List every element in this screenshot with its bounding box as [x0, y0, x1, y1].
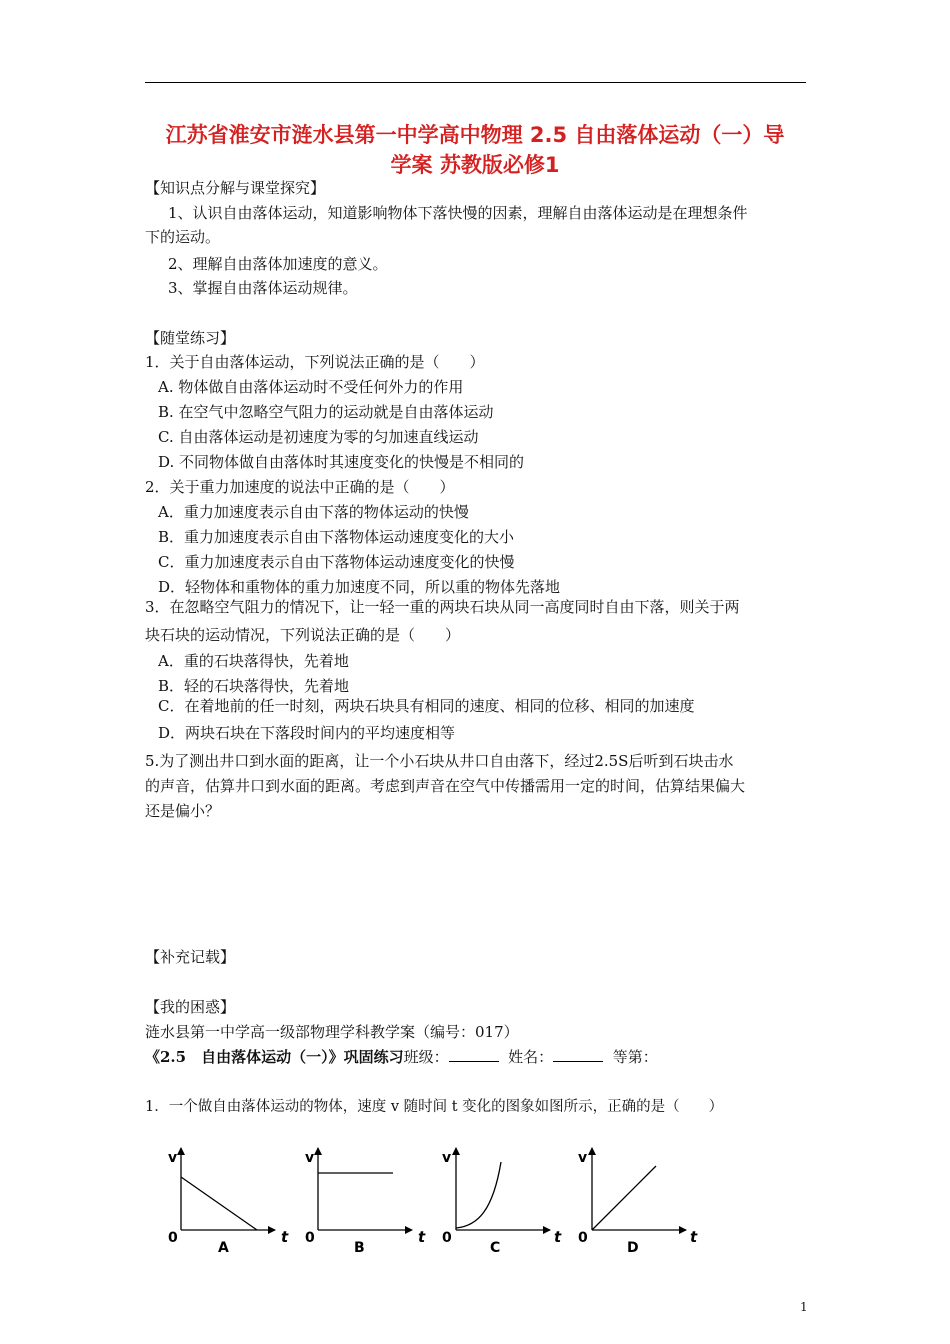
q3-option-d: D．两块石块在下落段时间内的平均速度相等 — [158, 724, 456, 742]
graph-b-v-label: v — [305, 1150, 315, 1166]
graph-d-origin: 0 — [578, 1230, 588, 1246]
grade-label: 等第： — [612, 1048, 658, 1066]
q3-option-a: A．重的石块落得快，先着地 — [158, 652, 349, 670]
q2-option-b: B．重力加速度表示自由下落物体运动速度变化的大小 — [158, 528, 515, 546]
notes-heading: 【补充记载】 — [145, 948, 236, 966]
class-blank — [449, 1047, 499, 1062]
name-blank — [553, 1047, 603, 1062]
q1-option-b: B. 在空气中忽略空气阻力的运动就是自由落体运动 — [158, 403, 494, 421]
consolidation-title: 《2.5 自由落体运动（一）》巩固练习 — [145, 1048, 404, 1066]
graph-d-curve — [592, 1166, 656, 1230]
graph-b — [305, 1148, 426, 1256]
graph-a — [168, 1148, 289, 1256]
graph-c-curve — [456, 1162, 501, 1228]
graph-d-letter: D — [627, 1240, 639, 1256]
graph-b-letter: B — [354, 1240, 365, 1256]
document-title — [140, 120, 810, 180]
q1-option-a: A. 物体做自由落体运动时不受任何外力的作用 — [158, 378, 464, 396]
header-rule — [145, 82, 806, 83]
graph-a-v-label: v — [168, 1150, 178, 1166]
q1-option-d: D. 不同物体做自由落体时其速度变化的快慢是不相同的 — [158, 453, 525, 471]
q1-stem: 1．关于自由落体运动，下列说法正确的是（ ） — [145, 353, 485, 371]
graph-c-t-label: t — [554, 1228, 562, 1246]
footer-info: 涟水县第一中学高一级部物理学科教学案（编号：017） — [145, 1023, 519, 1041]
q2-option-a: A．重力加速度表示自由下落的物体运动的快慢 — [158, 503, 469, 521]
vt-graphs — [0, 1140, 950, 1280]
graph-c-letter: C — [490, 1240, 501, 1256]
q3-stem-2: 块石块的运动情况，下列说法正确的是（ ） — [145, 626, 461, 644]
graph-a-t-label: t — [281, 1228, 289, 1246]
graph-c-v-label: v — [442, 1150, 452, 1166]
q3-stem-1: 3．在忽略空气阻力的情况下，让一轻一重的两块石块从同一高度同时自由下落，则关于两 — [145, 598, 740, 616]
knowledge-item-1b: 下的运动。 — [145, 228, 221, 246]
q3-option-b: B．轻的石块落得快，先着地 — [158, 677, 350, 695]
knowledge-item-3: 3、掌握自由落体运动规律。 — [168, 279, 358, 297]
graph-b-origin: 0 — [305, 1230, 315, 1246]
consolidation-header — [145, 1046, 658, 1068]
title-line-1: 江苏省淮安市涟水县第一中学高中物理 2.5 自由落体运动（一）导 — [165, 123, 785, 147]
confusion-heading: 【我的困惑】 — [145, 998, 236, 1016]
graph-c-origin: 0 — [442, 1230, 452, 1246]
knowledge-heading: 【知识点分解与课堂探究】 — [145, 179, 326, 197]
q5-line-2: 的声音，估算井口到水面的距离。考虑到声音在空气中传播需用一定的时间，估算结果偏大 — [145, 777, 746, 795]
graph-a-origin: 0 — [168, 1230, 178, 1246]
name-label: 姓名： — [508, 1048, 554, 1066]
q2-option-c: C．重力加速度表示自由下落物体运动速度变化的快慢 — [158, 553, 515, 571]
graph-d-v-label: v — [578, 1150, 588, 1166]
graph-b-t-label: t — [418, 1228, 426, 1246]
graph-a-letter: A — [218, 1240, 229, 1256]
q5-line-1: 5.为了测出井口到水面的距离，让一个小石块从井口自由落下，经过2.5S后听到石块击水 — [145, 752, 734, 770]
q5-line-3: 还是偏小？ — [145, 802, 221, 820]
page-number: 1 — [800, 1300, 808, 1314]
exercise1-stem: 1．一个做自由落体运动的物体，速度 v 随时间 t 变化的图象如图所示，正确的是（ ） — [145, 1099, 724, 1115]
q3-option-c: C．在着地前的任一时刻，两块石块具有相同的速度、相同的位移、相同的加速度 — [158, 697, 695, 715]
practice-heading: 【随堂练习】 — [145, 329, 236, 347]
class-label: 班级： — [403, 1048, 449, 1066]
knowledge-item-2: 2、理解自由落体加速度的意义。 — [168, 255, 388, 273]
title-line-2: 学案 苏教版必修1 — [390, 153, 560, 177]
graph-c — [442, 1148, 562, 1256]
graph-d — [578, 1148, 698, 1256]
knowledge-item-1a: 1、认识自由落体运动，知道影响物体下落快慢的因素，理解自由落体运动是在理想条件 — [168, 204, 748, 222]
graph-a-curve — [181, 1177, 257, 1230]
q2-option-d: D．轻物体和重物体的重力加速度不同，所以重的物体先落地 — [158, 578, 561, 596]
q1-option-c: C. 自由落体运动是初速度为零的匀加速直线运动 — [158, 428, 479, 446]
q2-stem: 2．关于重力加速度的说法中正确的是（ ） — [145, 478, 455, 496]
graph-d-t-label: t — [690, 1228, 698, 1246]
